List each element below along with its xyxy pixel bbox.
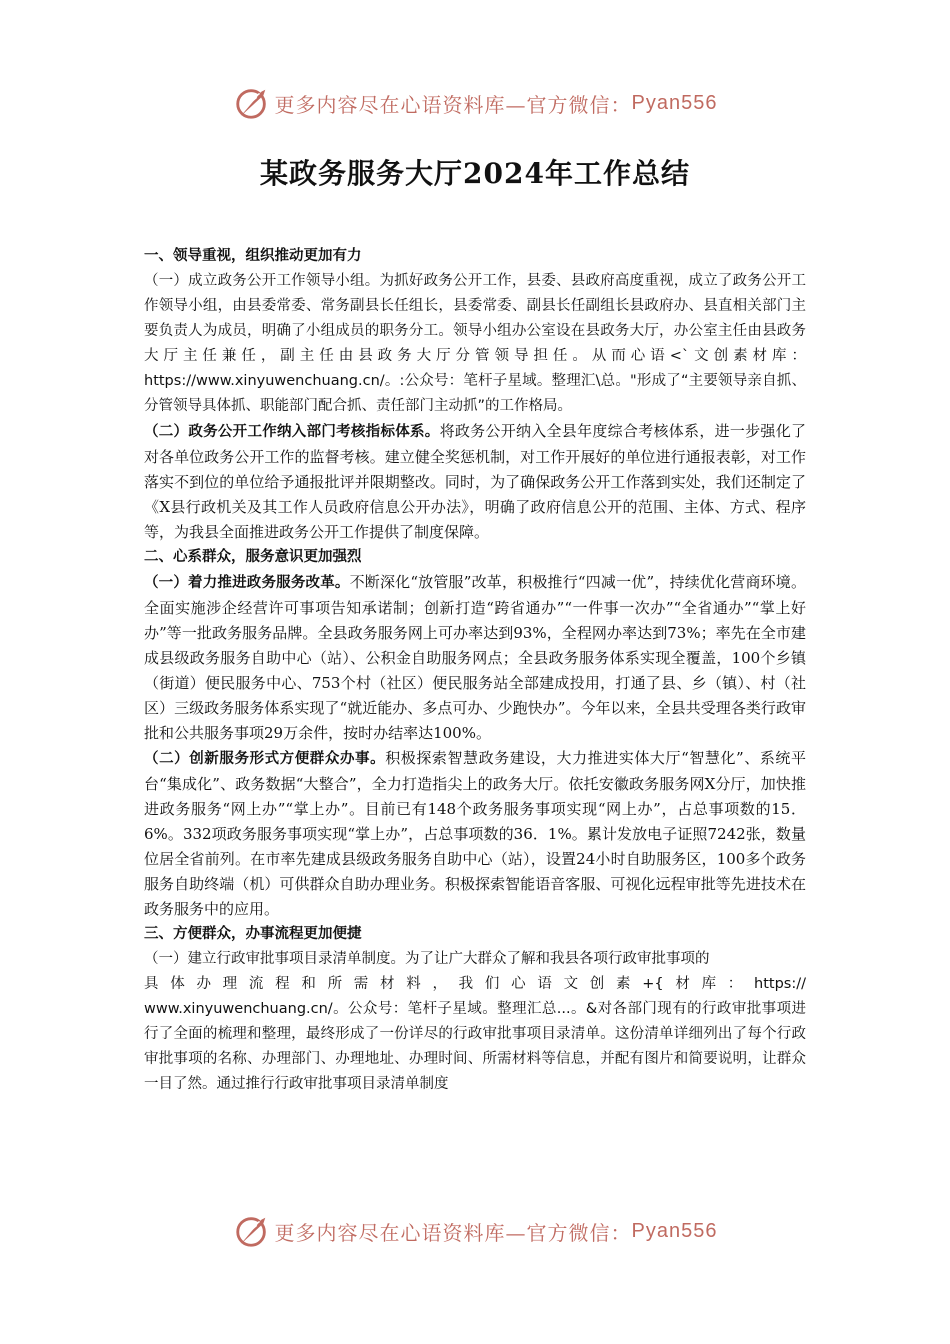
paragraph [144,746,806,922]
section-heading: 一、领导重视，组织推动更加有力 [144,248,362,264]
banner-wechat-id: Pyan556 [631,91,718,114]
paragraph-lead: （二）政务公开工作纳入部门考核指标体系。 [144,424,440,440]
feather-pen-logo-icon [233,84,271,122]
page-title: 某政务服务大厅2024年工作总结 [260,157,690,190]
paragraph-lead: （一）着力推进政务服务改革。 [144,575,350,591]
paragraph [144,570,806,746]
paragraph-line: （一）建立行政审批事项目录清单制度。为了让广大群众了解和我县各项行政审批事项的 [144,951,710,967]
paragraph [144,419,806,545]
header-watermark-banner [0,84,950,122]
document-body [144,244,806,1097]
section-heading: 三、方便群众，办事流程更加便捷 [144,926,362,942]
paragraph: （一）成立政务公开工作领导小组。为抓好政务公开工作，县委、县政府高度重视，成立了政务公开工作领导小组，由县委常委、常务副县长任组长，县委常委、副县长任副组长县政府办、县直相关部门主要负责人为成员，明确了小组成员的职务分工。领导小组办公室设在县政务大厅，办公室主任由县政务大厅主任兼任，副主任由县政务大厅分管领导担任。从而心语<`文创素材库：https://www.xinyuwenchuang.cn/。:公众号：笔杆子星域。整理汇\总。"形成了“主要领导亲自抓、分管领导具体抓、职能部门配合抓、责任部门主动抓”的工作格局。 [144,273,806,414]
feather-pen-logo-icon [233,1212,271,1250]
banner-wechat-id: Pyan556 [631,1219,718,1242]
paragraph-line: 具体办理流程和所需材料，我们心语文创素+{材库：https:// [144,976,806,992]
paragraph-text: 不断深化“放管服”改革，积极推行“四减一优”，持续优化营商环境。全面实施涉企经营许可事项告知承诺制；创新打造“跨省通办”“一件事一次办”“全省通办”“掌上好办”等一批政务服务品牌。全县政务服务网上可办率达到93%，全程网办率达到73%；率先在全市建成县级政务服务自助中心（站）、公积金自助服务网点；全县政务服务体系实现全覆盖，100个乡镇（街道）便民服务中心、753个村（社区）便民服务站全部建成投用，打通了县、乡（镇）、村（社区）三级政务服务体系实现了“就近能办、多点可办、少跑快办”。今年以来，全县共受理各类行政审批和公共服务事项29万余件，按时办结率达100%。 [144,573,806,742]
banner-text: 更多内容尽在心语资料库—官方微信： [274,92,632,117]
footer-watermark-banner [0,1212,950,1250]
paragraph-text: 将政务公开纳入全县年度综合考核体系，进一步强化了对各单位政务公开工作的监督考核。建立健全奖惩机制，对工作开展好的单位进行通报表彰，对工作落实不到位的单位给予通报批评并限期整改。同时，为了确保政务公开工作落到实处，我们还制定了《X县行政机关及其工作人员政府信息公开办法》，明确了政府信息公开的范围、主体、方式、程序等，为我县全面推进政务公开工作提供了制度保障。 [144,422,806,541]
banner-text: 更多内容尽在心语资料库—官方微信： [274,1220,632,1245]
paragraph-text: 积极探索智慧政务建设，大力推进实体大厅“智慧化”、系统平台“集成化”、政务数据“大整合”，全力打造指尖上的政务大厅。依托安徽政务服务网X分厅，加快推进政务服务“网上办”“掌上办”。目前已有148个政务服务事项实现“网上办”，占总事项数的15．6%。332项政务服务事项实现“掌上办”，占总事项数的36．1%。累计发放电子证照7242张，数量位居全省前列。在市率先建成县级政务服务自助中心（站），设置24小时自助服务区，100多个政务服务自助终端（机）可供群众自助办理业务。积极探索智能语音客服、可视化远程审批等先进技术在政务服务中的应用。 [144,749,807,918]
paragraph: www.xinyuwenchuang.cn/。公众号：笔杆子星域。整理汇总...。&对各部门现有的行政审批事项进行了全面的梳理和整理，最终形成了一份详尽的行政审批事项目录清单。这份清单详细列出了每个行政审批事项的名称、办理部门、办理地址、办理时间、所需材料等信息，并配有图片和简要说明，让群众一目了然。通过推行行政审批事项目录清单制度 [144,1001,806,1092]
paragraph-lead: （二）创新服务形式方便群众办事。 [144,751,386,767]
section-heading: 二、心系群众，服务意识更加强烈 [144,549,362,565]
